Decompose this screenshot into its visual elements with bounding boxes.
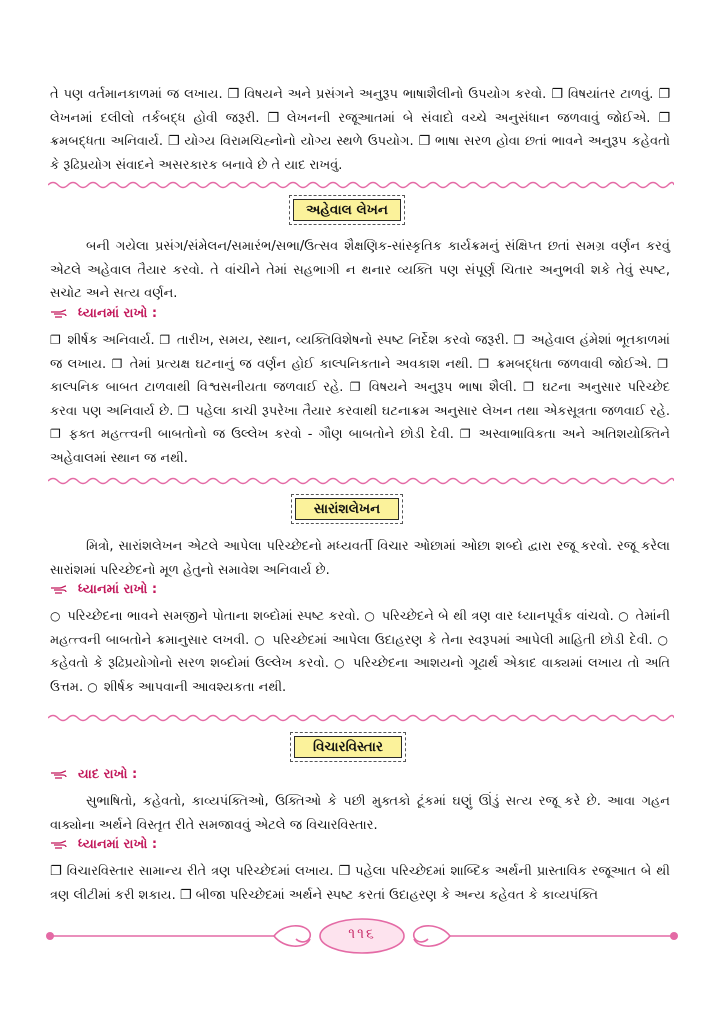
list-item: ○ પરિચ્છેદને બે થી ત્રણ વાર ધ્યાનપૂર્વક વાંચવો.	[364, 609, 614, 624]
expansion-intro: સુભાષિતો, કહેવતો, કાવ્યપંક્તિઓ, ઉક્તિઓ કે પછી મુક્તકો ટૂંકમાં ઘણું ઊંડું સત્ય રજૂ કરે છે. આવા ગહન વાક્યોના અર્થને વિસ્તૃત રીતે સમજાવવું એટલે જ વિચારવિસ્તાર.	[50, 794, 670, 833]
list-item: ❐ વિષયને અનુરૂપ ભાષા શૈલી.	[349, 380, 517, 395]
list-item: ○ તેમાંની મહત્ત્વની બાબતોને ક્રમાનુસાર લખવી.	[50, 609, 670, 648]
summary-note-label: ધ્યાનમાં રાખો :	[78, 582, 158, 597]
report-points	[50, 329, 670, 474]
expansion-heading: વિચારવિસ્તાર	[294, 736, 402, 758]
summary-intro: મિત્રો, સારાંશલેખન એટલે આપેલા પરિચ્છેદનો મધ્યવર્તી વિચાર ઓછામાં ઓછા શબ્દો દ્વારા રજૂ કરવો. રજૂ કરેલા સારાંશમાં પરિચ્છેદનો મૂળ હેતુનો સમાવેશ અનિવાર્ય છે.	[50, 539, 670, 578]
pointing-hand-icon	[50, 308, 68, 319]
wavy-divider	[48, 180, 674, 190]
summary-heading-box	[291, 494, 403, 524]
summary-heading: સારાંશલેખન	[295, 498, 399, 520]
pointing-hand-icon	[50, 769, 68, 780]
list-item: ❐ અહેવાલ હંમેશાં ભૂતકાળમાં જ લખાય.	[50, 333, 670, 372]
report-heading-box	[289, 195, 405, 225]
expansion-points: ❐ વિચારવિસ્તાર સામાન્ય રીતે ત્રણ પરિચ્છેદમાં લખાય. ❐ પહેલા પરિચ્છેદમાં શાબ્દિક અર્થની પ્રાસ્તાવિક રજૂઆત બે થી ત્રણ લીટીમાં કરી શકાય. ❐ બીજા પરિચ્છેદમાં અર્થને સ્પષ્ટ કરતાં ઉદાહરણ કે અન્ય કહેવત કે કાવ્યપંક્તિ	[50, 864, 670, 903]
wavy-divider	[48, 476, 674, 486]
list-item: ❐ તારીખ, સમય, સ્થાન, વ્યક્તિવિશેષનો સ્પષ્ટ નિર્દેશ કરવો જરૂરી.	[159, 333, 509, 348]
list-item: ❐ કાલ્પનિક બાબત ટાળવાથી વિશ્વસનીયતા જળવાઈ રહે.	[50, 356, 668, 395]
list-item: ○ પરિચ્છેદમાં આપેલા ઉદાહરણ કે તેના સ્વરૂપમાં આપેલી માહિતી છોડી દેવી.	[254, 632, 653, 648]
intro-paragraph: તે પણ વર્તમાનકાળમાં જ લખાય. ❐ વિષયને અને પ્રસંગને અનુરૂપ ભાષાશૈલીનો ઉપયોગ કરવો. ❐ વિષયાંતર ટાળવું. ❐ લેખનમાં દલીલો તર્કબદ્ધ હોવી જરૂરી. ❐ લેખનની રજૂઆતમાં બે સંવાદો વચ્ચે અનુસંધાન જળવાવું જોઈએ. ❐ ક્રમબદ્ધતા અનિવાર્ય. ❐ યોગ્ય વિરામચિહ્નોનો યોગ્ય સ્થળે ઉપયોગ. ❐ ભાષા સરળ હોવા છતાં ભાવને અનુરૂપ કહેવતો કે રૂઢિપ્રયોગ સંવાદને અસરકારક બનાવે છે તે યાદ રાખવું.	[50, 87, 670, 173]
report-note-label-row	[50, 306, 157, 321]
list-item: ❐ ફક્ત મહત્ત્વની બાબતોનો જ ઉલ્લેખ કરવો - ગૌણ બાબતોને છોડી દેવી.	[50, 427, 454, 442]
list-item: ❐ શીર્ષક અનિવાર્ય.	[50, 333, 155, 348]
expansion-note-label: ધ્યાનમાં રાખો :	[78, 837, 158, 852]
list-item: ❐ અસ્વાભાવિકતા અને અતિશયોક્તિને અહેવાલમાં સ્થાન જ નથી.	[50, 427, 670, 466]
expansion-remember-label: યાદ રાખો :	[78, 767, 138, 782]
summary-note-label-row	[50, 582, 157, 597]
report-heading: અહેવાલ લેખન	[293, 199, 401, 221]
page-number: ૧૧૬	[348, 926, 376, 942]
list-item: ○ કહેવતો કે રૂઢિપ્રયોગોનો સરળ શબ્દોમાં ઉલ્લેખ કરવો.	[50, 632, 668, 671]
expansion-heading-box	[290, 732, 406, 762]
pointing-hand-icon	[50, 839, 68, 850]
expansion-remember-label-row	[50, 767, 137, 782]
list-item: ❐ ક્રમબદ્ધતા જળવાવી જોઈએ.	[478, 356, 652, 372]
summary-points	[50, 605, 670, 701]
report-intro: બની ગયેલા પ્રસંગ/સંમેલન/સમારંભ/સભા/ઉત્સવ શૈક્ષણિક-સાંસ્કૃતિક કાર્યક્રમનું સંક્ષિપ્ત છતાં સમગ્ર વર્ણન કરવું એટલે અહેવાલ તૈયાર કરવો. તે વાંચીને તેમાં સહભાગી ન થનાર વ્યક્તિ પણ સંપૂર્ણ ચિતાર અનુભવી શકે તેવું સ્પષ્ટ, સચોટ અને સત્ય વર્ણન.	[50, 239, 670, 301]
expansion-note-label-row	[50, 837, 157, 852]
list-item: ❐ તેમાં પ્રત્યક્ષ ઘટનાનું જ વર્ણન હોઈ કાલ્પનિકતાને અવકાશ નથી.	[111, 356, 473, 372]
list-item: ❐ પહેલા કાચી રૂપરેખા તૈયાર કરવાથી ઘટનાક્રમ અનુસાર લેખન તથા એકસૂત્રતા જળવાઈ રહે.	[178, 403, 670, 419]
report-note-label: ધ્યાનમાં રાખો :	[78, 306, 158, 321]
list-item: ○ શીર્ષક આપવાની આવશ્યકતા નથી.	[87, 679, 287, 695]
list-item: ❐ ઘટના અનુસાર પરિચ્છેદ કરવા પણ અનિવાર્ય છે.	[50, 380, 670, 419]
wavy-divider	[48, 713, 674, 723]
pointing-hand-icon	[50, 584, 68, 595]
list-item: ○ પરિચ્છેદના ભાવને સમજીને પોતાના શબ્દોમાં સ્પષ્ટ કરવો.	[50, 609, 360, 624]
list-item: ○ પરિચ્છેદના આશયનો ગૂઢાર્થ એકાદ વાક્યમાં લખાય તો અતિ ઉત્તમ.	[50, 656, 670, 695]
